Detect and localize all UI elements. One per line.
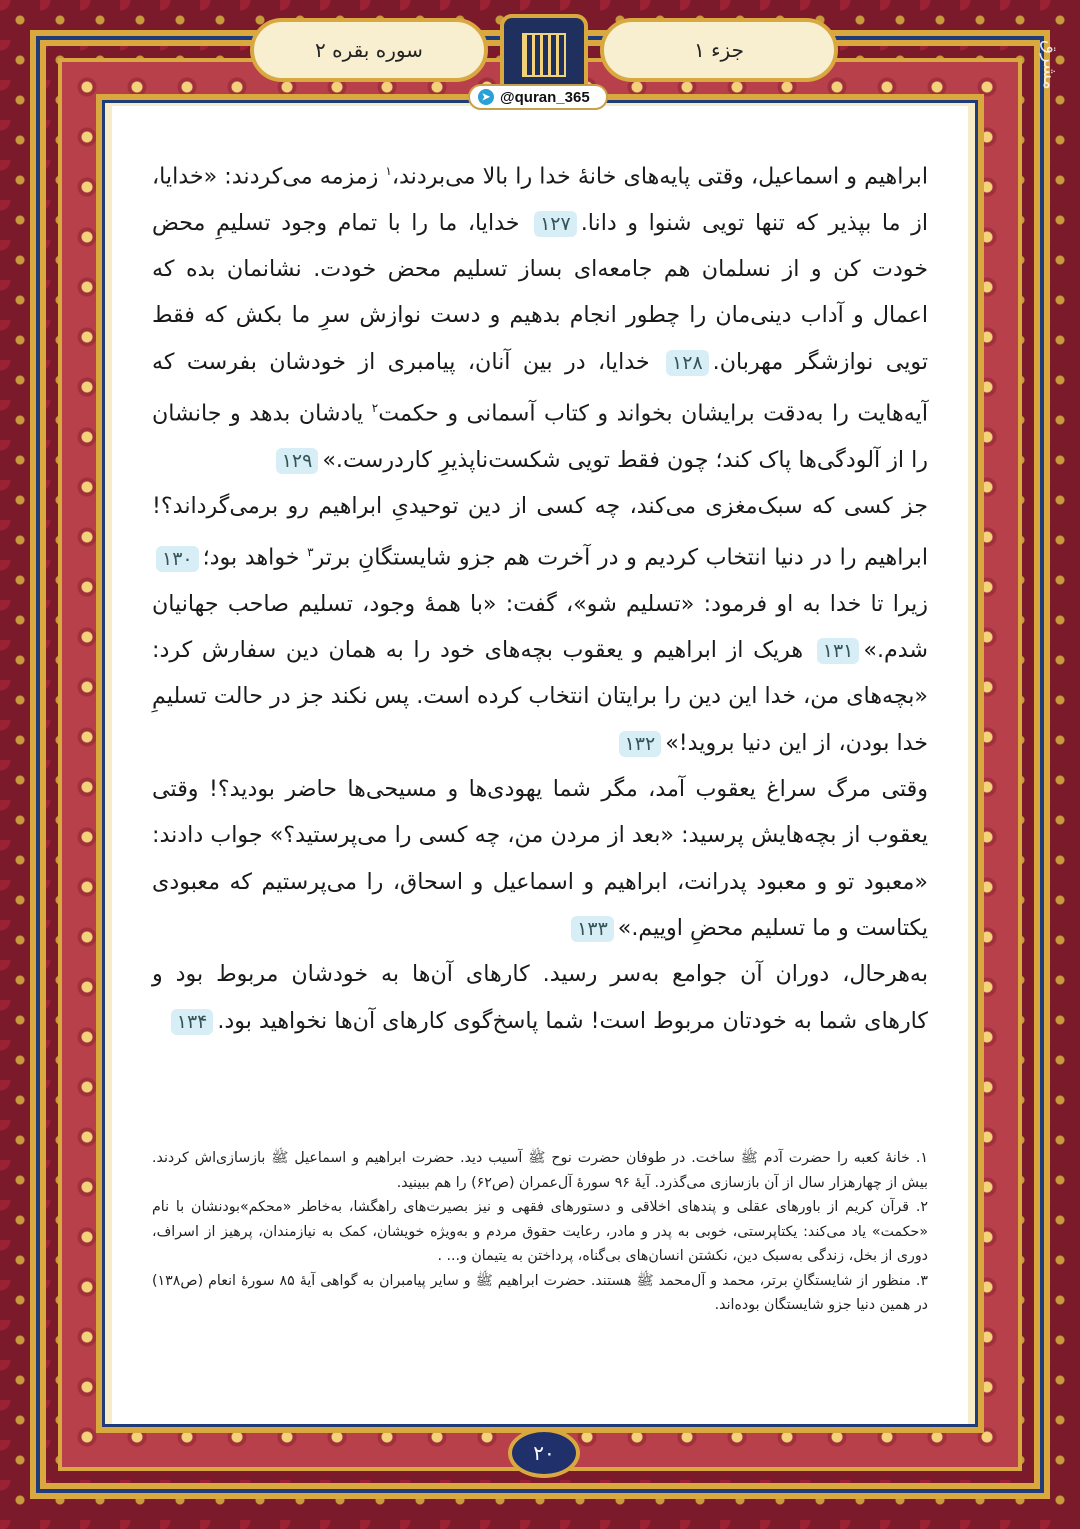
surah-label: سوره بقره ۲ bbox=[250, 18, 488, 82]
telegram-channel-link[interactable] bbox=[468, 84, 608, 110]
verse-number: ۱۲۸ bbox=[666, 350, 709, 376]
text-segment: یادشان بدهد و جانشان را از آلودگی‌ها پاک کند؛ چون فقط تویی شکست‌ناپذیرِ کاردرست.» bbox=[152, 400, 928, 473]
channel-handle: @quran_365 bbox=[500, 88, 590, 106]
text-segment: هریک از ابراهیم و یعقوب بچه‌های خود را به همان دین سفارش کرد: «بچه‌های من، خدا این دین را برایتان انتخاب کرده است. پس نکند جز در حالت تسلیمِ خدا بودن، از این دنیا بروید!» bbox=[152, 637, 928, 756]
footnote-1: ۱. خانهٔ کعبه را حضرت آدم ﷺ ساخت. در طوفان حضرت نوح ﷺ آسیب دید. حضرت ابراهیم و اسماعیل ﷺ بازسازی‌اش کردند. بیش از چهارهزار سال از آن بازسازی می‌گذرد. آیهٔ ۹۶ سورهٔ آل‌عمران (ص۶۲) را هم ببینید. bbox=[152, 1150, 928, 1191]
footnote-ref[interactable]: ۲ bbox=[371, 400, 379, 415]
footnotes bbox=[152, 1146, 928, 1318]
text-segment: وقتی مرگ سراغ یعقوب آمد، مگر شما یهودی‌ها و مسیحی‌ها حاضر بودید؟! وقتی یعقوب از بچه‌هایش پرسید: «بعد از مردن من، چه کسی را می‌پرستید؟» جواب دادند: «معبود تو و معبود پدرانت، ابراهیم و اسماعیل و اسحاق، را می‌پرستیم که معبودی یکتاست و ما تسلیم محضِ اوییم.» bbox=[152, 776, 928, 941]
verse-number: ۱۳۴ bbox=[171, 1009, 214, 1035]
paragraph-3 bbox=[152, 766, 928, 951]
site-logo: مشرق bbox=[1039, 40, 1060, 90]
text-segment: زیرا تا خدا به او فرمود: «تسلیم شو»، گفت: «با همهٔ وجود، تسلیم صاحب جهانیان شدم.» bbox=[152, 590, 928, 664]
text-segment: خدایا، در بین آنان، پیامبری از خودشان بفرست که آیه‌هایت را به‌دقت برایشان بخواند و کتاب آسمانی و حکمت bbox=[152, 348, 928, 427]
telegram-icon: ➤ bbox=[478, 89, 494, 105]
text-segment: جز کسی که سبک‌مغزی می‌کند، چه کسی از دین توحیدیِ ابراهیم رو برمی‌گرداند؟! ابراهیم را در دنیا انتخاب کردیم و در آخرت هم جزو شایستگانِ برتر bbox=[152, 492, 928, 571]
text-segment: خواهد بود؛ bbox=[202, 544, 308, 571]
paragraph-1 bbox=[152, 148, 928, 483]
text-segment: خدایا، ما را با تمام وجود تسلیمِ محض خودت کن و از نسلمان هم جامعه‌ای بساز تسلیم محض خودت. نشانمان بده که اعمال و آداب دینی‌مان را چطور انجام بدهیم و دست نوازش سرِ ما بکش که فقط تویی نوازشگر مهربان. bbox=[152, 209, 929, 375]
footnote-2: ۲. قرآن کریم از باورهای عقلی و پندهای اخلاقی و دستورهای فقهی و نیز بصیرت‌های راهگشا، به‌خاطر «محکم»بودنشان با نام «حکمت» یاد می‌کند: یکتاپرستی، خوبی به پدر و مادر، رعایت حقوق مردم و به‌ویژه خویشان، کمک به نیازمندان، پرهیز از اسراف، دوری از بخل، زندگی به‌سبک دین، نکشتن انسان‌های بی‌گناه، پرداختن به یتیمان و... . bbox=[152, 1199, 928, 1264]
text-segment: زمزمه می‌کردند: «خدایا، از ما بپذیر که تنها تویی شنوا و دانا. bbox=[152, 163, 928, 236]
footnote-3: ۳. منظور از شایستگانِ برتر، محمد و آل‌محمد ﷺ هستند. حضرت ابراهیم ﷺ و سایر پیامبران به گواهی آیهٔ ۸۵ سورهٔ انعام (ص۱۳۸) در همین دنیا جزو شایستگان بوده‌اند. bbox=[152, 1272, 929, 1313]
juz-label: جزء ۱ bbox=[600, 18, 838, 82]
text-segment: به‌هرحال، دوران آن جوامع به‌سر رسید. کارهای آن‌ها به خودشان مربوط بود و کارهای شما به خودتان مربوط است! شما پاسخ‌گوی کارهای آن‌ها نخواهید بود. bbox=[152, 961, 928, 1034]
verse-number: ۱۲۷ bbox=[534, 211, 577, 237]
verse-number: ۱۳۰ bbox=[156, 546, 199, 572]
text-segment: ابراهیم و اسماعیل، وقتی پایه‌های خانهٔ خدا را بالا می‌بردند، bbox=[391, 163, 928, 190]
footnote-ref[interactable]: ۳ bbox=[307, 545, 314, 560]
paragraph-4 bbox=[152, 951, 928, 1044]
verse-number: ۱۳۱ bbox=[817, 638, 860, 664]
verse-number: ۱۳۲ bbox=[619, 731, 662, 757]
verse-number: ۱۲۹ bbox=[276, 448, 319, 474]
page-number: ۲۰ bbox=[508, 1428, 580, 1478]
footnote-ref[interactable]: ۱ bbox=[385, 164, 392, 178]
translation-text bbox=[152, 148, 928, 1044]
paragraph-2 bbox=[152, 483, 928, 766]
verse-number: ۱۳۳ bbox=[571, 916, 614, 942]
